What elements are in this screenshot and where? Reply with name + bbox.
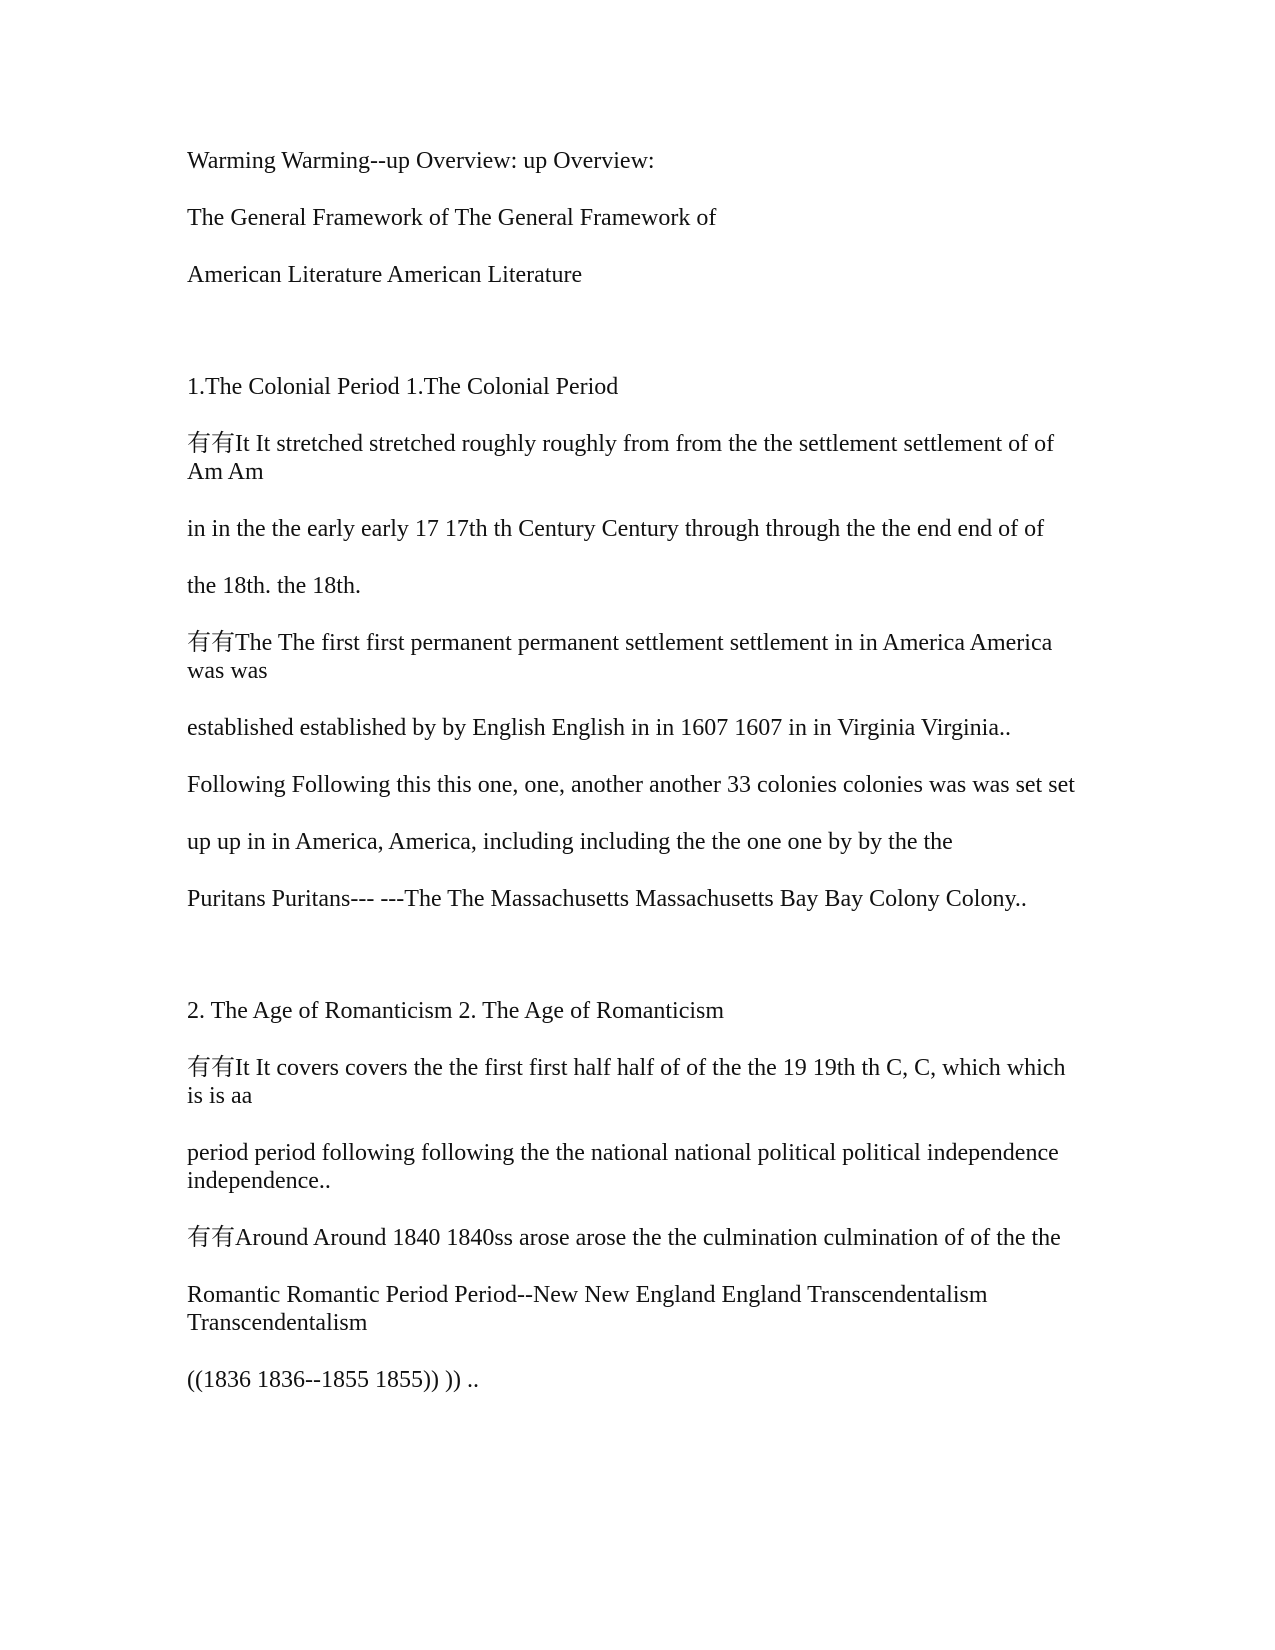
section1-line: Following Following this this one, one, another another 33 colonies colonies was was set set	[187, 772, 1075, 798]
title-line-2: The General Framework of The General Framework of	[187, 205, 717, 231]
section1-line: the 18th. the 18th.	[187, 573, 361, 599]
section2-line: ((1836 1836--1855 1855)) )) ..	[187, 1367, 479, 1393]
section2-line: 有有It It covers covers the the first first half half of of the the 19 19th th C, C, which which is is aa	[187, 1055, 1066, 1109]
section2-line: Romantic Romantic Period Period--New New England England Transcendentalism Transcendentalism	[187, 1282, 988, 1336]
section1-line: 有有It It stretched stretched roughly roughly from from the the settlement settlement of of Am Am	[187, 431, 1055, 485]
section2-line: period period following following the the national national political political independence independence..	[187, 1140, 1059, 1194]
section2-heading: 2. The Age of Romanticism 2. The Age of Romanticism	[187, 998, 725, 1024]
section2-line: 有有Around Around 1840 1840ss arose arose the the culmination culmination of of the the	[187, 1225, 1061, 1251]
document-body	[187, 147, 1087, 1423]
section-gap	[187, 942, 1087, 997]
section1-line: Puritans Puritans--- ---The The Massachusetts Massachusetts Bay Bay Colony Colony..	[187, 886, 1027, 912]
section1-line: up up in in America, America, including including the the one one by by the the	[187, 829, 953, 855]
section1-line: 有有The The first first permanent permanent settlement settlement in in America America was was	[187, 630, 1053, 684]
title-line-1: Warming Warming--up Overview: up Overview:	[187, 148, 655, 174]
section1-line: established established by by English English in in 1607 1607 in in Virginia Virginia..	[187, 715, 1011, 741]
title-line-3: American Literature American Literature	[187, 262, 583, 288]
section1-line: in in the the early early 17 17th th Century Century through through the the end end of of	[187, 516, 1045, 542]
section1-heading: 1.The Colonial Period 1.The Colonial Period	[187, 374, 619, 400]
section-gap	[187, 318, 1087, 373]
